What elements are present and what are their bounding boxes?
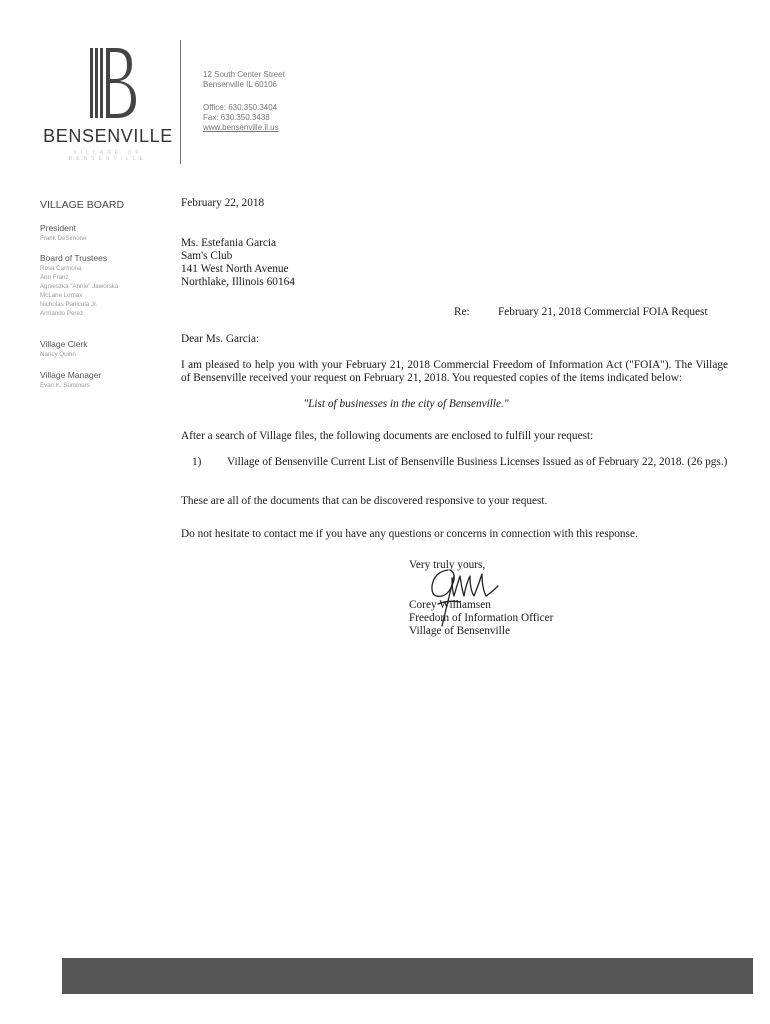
signer-name: Corey Williamsen (409, 599, 491, 611)
body-paragraph: After a search of Village files, the following documents are enclosed to fulfill your request: (181, 430, 594, 442)
closing: Very truly yours, (409, 559, 486, 571)
body-paragraph: I am pleased to help you with your February 21, 2018 Commercial Freedom of Information Act ("FOIA"). The Village of Bensenville received your request on February 21, 2018. You requested copies of the items indicated below: (181, 359, 728, 384)
trustee-name: Nicholas Panicola Jr. (40, 301, 98, 308)
body-paragraph: Do not hesitate to contact me if you have any questions or concerns in connection with this response. (181, 528, 638, 540)
recipient-address (181, 237, 295, 289)
signer-title: Freedom of Information Officer (409, 612, 554, 624)
org-tagline: VILLAGE OF BENSENVILLE (68, 150, 148, 162)
trustees-heading: Board of Trustees (40, 253, 108, 263)
re-label: Re: (454, 306, 470, 318)
president-name: Frank DeSimone (40, 235, 87, 242)
trustee-name: Ann Franz (40, 274, 69, 281)
recipient-company: Sam's Club (181, 250, 233, 262)
office-phone: Office: 630.350.3404 (203, 103, 278, 112)
address-line2: Bensenville IL 60106 (203, 80, 277, 89)
signer-organization: Village of Bensenville (409, 625, 510, 637)
clerk-heading: Village Clerk (40, 339, 88, 349)
address-line1: 12 South Center Street (203, 70, 285, 79)
sidebar-title: VILLAGE BOARD (40, 199, 125, 211)
body-paragraph: These are all of the documents that can be discovered responsive to your request. (181, 495, 548, 507)
trustee-name: Rosa Carmona (40, 265, 82, 272)
trustee-name: Armando Perez (40, 310, 83, 317)
list-item-number: 1) (192, 456, 202, 468)
president-heading: President (40, 223, 76, 233)
list-item: Village of Bensenville Current List of Bensenville Business Licenses Issued as of February 22, 2018. (26 pgs.) (227, 456, 728, 468)
clerk-name: Nancy Quinn (40, 351, 76, 358)
salutation: Dear Ms. Garcia: (181, 333, 260, 345)
handwritten-signature (408, 556, 520, 628)
letter-date: February 22, 2018 (181, 197, 265, 209)
recipient-city: Northlake, Illinois 60164 (181, 276, 295, 288)
manager-heading: Village Manager (40, 370, 102, 380)
recipient-name: Ms. Estefania Garcia (181, 237, 277, 249)
re-subject: February 21, 2018 Commercial FOIA Request (498, 306, 708, 318)
website-link[interactable]: www.bensenville.il.us (203, 123, 279, 132)
request-quote: "List of businesses in the city of Bensenville." (303, 398, 509, 410)
recipient-street: 141 West North Avenue (181, 263, 289, 275)
header-divider (180, 40, 181, 164)
manager-name: Evan K. Summers (40, 382, 90, 389)
footer-bar (62, 958, 753, 994)
fax-number: Fax: 630.350.3438 (203, 113, 270, 122)
trustee-name: Agnieszka "Annie" Jaworska (40, 283, 119, 290)
trustee-name: McLane Lomax (40, 292, 83, 299)
org-wordmark: BENSENVILLE (43, 126, 173, 146)
